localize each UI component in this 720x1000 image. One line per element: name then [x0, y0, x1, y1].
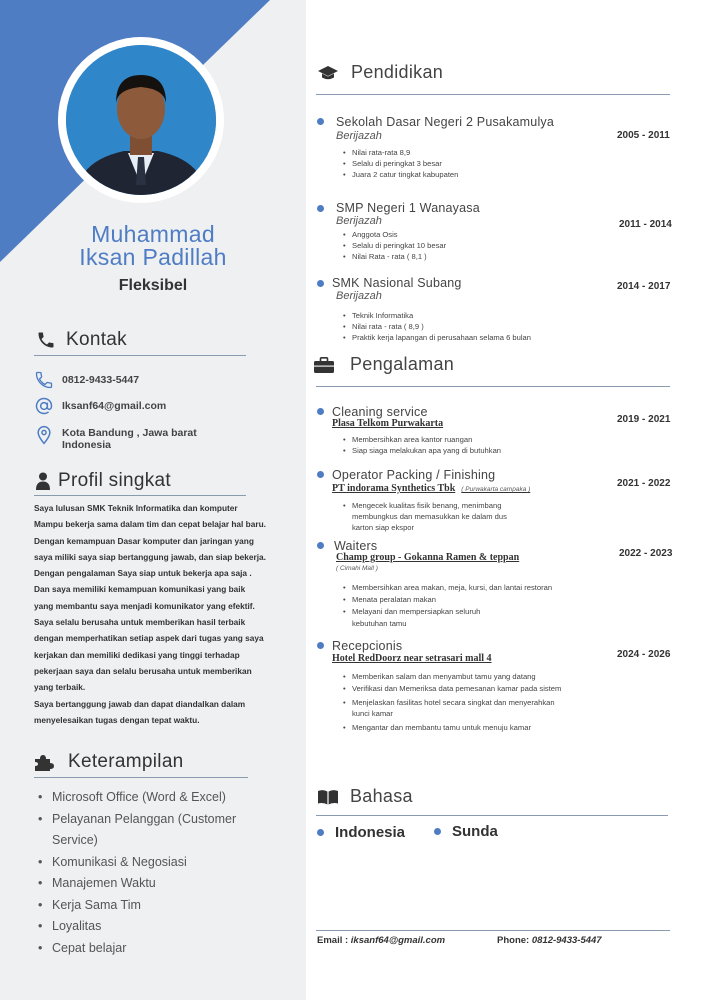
profile-line: Saya selalu berusaha untuk memberikan hasil terbaik: [34, 617, 246, 628]
person-icon: [36, 472, 50, 490]
profile-photo: [66, 45, 216, 195]
job-role: Cleaning service: [332, 405, 428, 419]
profile-line: yang terbaik.: [34, 682, 86, 693]
years: 2024 - 2026: [617, 649, 671, 660]
profile-divider: [34, 495, 246, 496]
footer-email-label: Email :: [317, 935, 349, 946]
job-points: [342, 500, 507, 533]
point: • Juara 2 catur tingkat kabupaten: [342, 169, 458, 180]
degree: Berijazah: [336, 130, 382, 142]
phone-icon: [36, 330, 56, 350]
skill-item: • Loyalitas: [34, 916, 274, 938]
right-column: [306, 0, 720, 1000]
point: • Mengantar dan membantu tamu untuk menuju kamar: [342, 722, 561, 733]
point: • Teknik Informatika: [342, 310, 531, 321]
skill-item: • Komunikasi & Negosiasi: [34, 852, 274, 874]
company: [332, 653, 492, 664]
point: • Memberikan salam dan menyambut tamu yang datang: [342, 671, 561, 682]
contact-phone[interactable]: 0812-9433-5447: [62, 374, 140, 386]
contact-title: Kontak: [66, 329, 127, 350]
skill-item: • Cepat belajar: [34, 938, 274, 960]
education-heading: [318, 62, 443, 83]
company-name: Champ group - Gokanna Ramen & teppan: [336, 552, 520, 563]
profile-line: Dengan pengalaman Saya siap untuk bekerja apa saja .: [34, 568, 252, 579]
skill-item: • Manajemen Waktu: [34, 873, 274, 895]
job-points: [342, 434, 501, 456]
language-item: [317, 824, 405, 841]
point: • Siap siaga melakukan apa yang di butuhkan: [342, 445, 501, 456]
job-points: [342, 671, 561, 733]
point: • Melayani dan mempersiapkan seluruh: [342, 606, 552, 618]
point: • Verifikasi dan Memeriksa data pemesanan kamar pada sistem: [342, 683, 561, 694]
skills-divider: [34, 777, 248, 778]
contact-email-row: [34, 396, 166, 416]
contact-address-row: [34, 425, 197, 451]
footer-email: [317, 935, 445, 946]
profile-line: Dan saya memiliki kemampuan komunikasi yang baik: [34, 584, 246, 595]
profile-summary: [34, 500, 286, 728]
status-label: Fleksibel: [118, 277, 188, 294]
profile-line: Saya lulusan SMK Teknik Informatika dan komputer: [34, 503, 238, 513]
bullet-dot: [434, 828, 441, 835]
profile-line: Saya bertanggung jawab dan dapat diandalkan dalam: [34, 698, 246, 709]
point-continued: karton siap ekspor: [352, 523, 415, 532]
bullet-dot: [317, 280, 324, 287]
company-location: ( Purwakarta campaka ): [461, 486, 531, 493]
company-name: Plasa Telkom Purwakarta: [332, 418, 444, 429]
company: [336, 552, 519, 563]
bullet-dot: [317, 642, 324, 649]
degree: Berijazah: [336, 290, 382, 302]
point: • Nilai Rata - rata ( 8,1 ): [342, 251, 446, 262]
education-points: [342, 229, 446, 262]
contact-phone-row: [34, 370, 139, 390]
profile-title: Profil singkat: [58, 470, 171, 491]
at-sign-icon: [34, 396, 54, 416]
point: • Menata peralatan makan: [342, 594, 552, 606]
bullet-dot: [317, 829, 324, 836]
years: 2011 - 2014: [619, 219, 672, 230]
footer-phone-value[interactable]: 0812-9433-5447: [531, 935, 602, 946]
school-name: Sekolah Dasar Negeri 2 Pusakamulya: [336, 115, 555, 129]
company-name: Hotel RedDoorz near setrasari mall 4: [332, 653, 492, 664]
job-role: Operator Packing / Finishing: [332, 468, 496, 482]
profile-line: Mampu bekerja sama dalam tim dan cepat belajar hal baru.: [34, 519, 266, 530]
profile-heading: [36, 470, 171, 492]
point: • Membersihkan area kantor ruangan: [342, 434, 501, 445]
point: • Nilai rata - rata ( 8,9 ): [342, 321, 531, 332]
company-name: PT indorama Synthetics Tbk: [332, 483, 456, 494]
person-last-name: Iksan Padillah: [79, 244, 227, 270]
job-points: [342, 582, 552, 630]
location-pin-icon: [34, 425, 54, 445]
point: • Menjelaskan fasilitas hotel secara singkat dan menyerahkan: [342, 697, 561, 708]
experience-title: Pengalaman: [350, 354, 455, 374]
years: 2022 - 2023: [619, 548, 673, 559]
years: 2021 - 2022: [617, 478, 671, 489]
skills-list: [34, 787, 274, 959]
footer-phone: [497, 935, 602, 946]
open-book-icon: [318, 789, 338, 805]
company-location: ( Cimahi Mall ): [336, 565, 378, 572]
experience-divider: [316, 386, 670, 387]
years: 2005 - 2011: [617, 130, 670, 141]
language-item: [434, 823, 498, 840]
bullet-dot: [317, 471, 324, 478]
point: • Membersihkan area makan, meja, kursi, dan lantai restoran: [342, 582, 552, 594]
point: • Mengecek kualitas fisik benang, menimbang: [342, 500, 507, 511]
briefcase-icon: [314, 357, 334, 373]
point-continued: membungkus dan memasukkan ke dalam dus: [352, 512, 507, 521]
left-column: [0, 0, 306, 1000]
skills-heading: [34, 751, 184, 773]
point: • Anggota Osis: [342, 229, 446, 240]
contact-address-line2: Indonesia: [62, 439, 112, 451]
bullet-dot: [317, 408, 324, 415]
language-name: Indonesia: [335, 824, 406, 841]
language-title: Bahasa: [350, 786, 413, 806]
bullet-dot: [317, 542, 324, 549]
person-first-name: Muhammad: [91, 221, 215, 247]
job-role: Waiters: [334, 539, 378, 553]
education-points: [342, 310, 531, 343]
profile-line: saya miliki saya siap bertanggung jawab, dan siap bekerja.: [34, 551, 266, 562]
point: • Selalu di peringkat 10 besar: [342, 240, 446, 251]
bullet-dot: [317, 205, 324, 212]
education-points: [342, 147, 458, 180]
point-continued: kunci kamar: [352, 709, 393, 718]
years: 2014 - 2017: [617, 281, 671, 292]
contact-email[interactable]: Iksanf64@gmail.com: [62, 400, 167, 412]
contact-address-line1: Kota Bandung , Jawa barat: [62, 427, 197, 439]
degree: Berijazah: [336, 215, 382, 227]
contact-divider: [34, 355, 246, 356]
point: • Praktik kerja lapangan di perusahaan selama 6 bulan: [342, 332, 531, 343]
puzzle-icon: [34, 753, 54, 771]
skill-item-continued: Service): [52, 833, 98, 847]
contact-heading: [36, 329, 127, 351]
language-divider: [316, 815, 668, 816]
profile-line: menyelesaikan tugas dengan tepat waktu.: [34, 714, 200, 725]
footer-divider: [316, 930, 670, 931]
point: • Selalu di peringkat 3 besar: [342, 158, 458, 169]
skill-item: • Kerja Sama Tim: [34, 895, 274, 917]
phone-outline-icon: [34, 370, 54, 390]
point-continued: kebutuhan tamu: [352, 619, 407, 628]
school-name: SMP Negeri 1 Wanayasa: [336, 201, 480, 215]
job-role: Recepcionis: [332, 639, 403, 653]
footer-email-value[interactable]: iksanf64@gmail.com: [350, 935, 446, 946]
language-heading: [318, 786, 413, 807]
skills-title: Keterampilan: [68, 751, 184, 772]
point: • Nilai rata-rata 8,9: [342, 147, 458, 158]
experience-heading: [314, 354, 454, 375]
school-name: SMK Nasional Subang: [332, 276, 462, 290]
profile-line: yang membantu saya menjadi komunikator yang efektif.: [34, 600, 255, 611]
profile-line: kerjakan dan memiliki dedikasi yang tinggi terhadap: [34, 649, 240, 660]
footer-phone-label: Phone:: [497, 935, 530, 946]
language-name: Sunda: [452, 823, 498, 840]
education-divider: [316, 94, 670, 95]
company: [332, 418, 443, 429]
bullet-dot: [317, 118, 324, 125]
company: [332, 483, 530, 494]
profile-line: Dengan kemampuan Dasar komputer dan jaringan yang: [34, 535, 254, 546]
skill-item: • Microsoft Office (Word & Excel): [34, 787, 274, 809]
education-title: Pendidikan: [351, 62, 444, 82]
profile-line: pekerjaan saya dan selalu berusaha untuk memberikan: [34, 665, 252, 676]
graduation-cap-icon: [318, 65, 338, 81]
years: 2019 - 2021: [617, 414, 671, 425]
skill-item: • Pelayanan Pelanggan (Customer: [34, 809, 274, 831]
profile-line: dengan memperhatikan setiap aspek dari tugas yang saya: [34, 633, 264, 644]
